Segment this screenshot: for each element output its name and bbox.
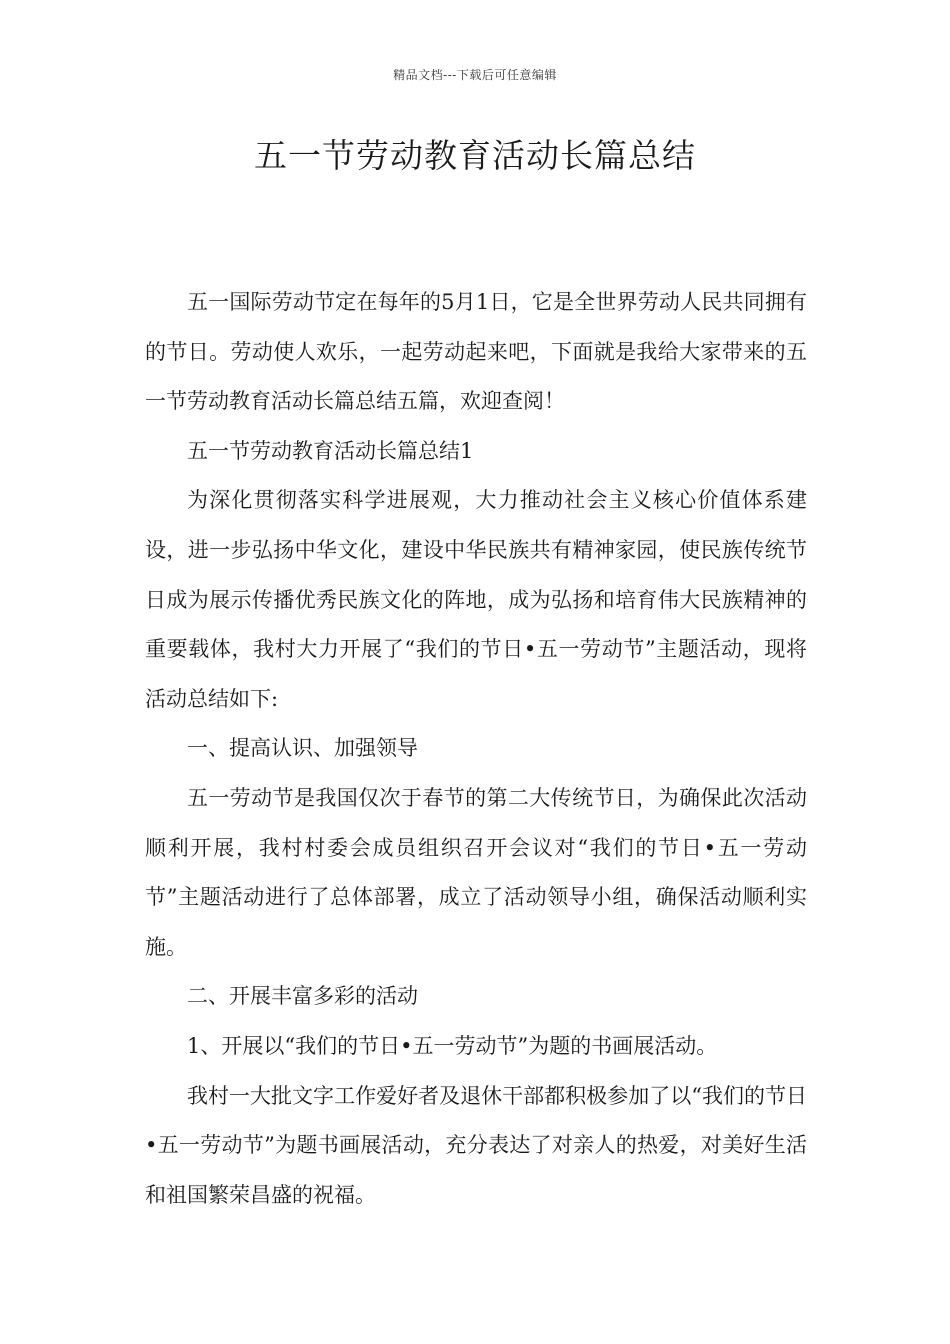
header-note: 精品文档---下载后可任意编辑	[393, 68, 557, 82]
paragraph-heading-two: 二、开展丰富多彩的活动	[187, 984, 418, 1009]
document-body	[145, 278, 807, 1220]
paragraph-section-title: 五一节劳动教育活动长篇总结1	[187, 438, 474, 463]
paragraph-item-one: 1、开展以“我们的节日•五一劳动节”为题的书画展活动。	[187, 1033, 718, 1058]
document-title: 五一节劳动教育活动长篇总结	[254, 136, 696, 175]
paragraph-purpose: 为深化贯彻落实科学进展观，大力推动社会主义核心价值体系建设，进一步弘扬中华文化，建设中华民族共有精神家园，使民族传统节日成为展示传播优秀民族文化的阵地，成为弘扬和培育伟大民族精神的重要载体，我村大力开展了“我们的节日•五一劳动节”主题活动，现将活动总结如下:	[145, 488, 807, 711]
paragraph-leadership: 五一劳动节是我国仅次于春节的第二大传统节日，为确保此次活动顺利开展，我村村委会成员组织召开会议对“我们的节日•五一劳动节”主题活动进行了总体部署，成立了活动领导小组，确保活动顺利实施。	[145, 785, 807, 959]
paragraph-heading-one: 一、提高认识、加强领导	[187, 736, 418, 761]
paragraph-exhibition: 我村一大批文字工作爱好者及退休干部都积极参加了以“我们的节日•五一劳动节”为题书画展活动，充分表达了对亲人的热爱，对美好生活和祖国繁荣昌盛的祝福。	[145, 1083, 807, 1207]
paragraph-intro: 五一国际劳动节定在每年的5月1日，它是全世界劳动人民共同拥有的节日。劳动使人欢乐，一起劳动起来吧，下面就是我给大家带来的五一节劳动教育活动长篇总结五篇，欢迎查阅！	[145, 290, 807, 414]
